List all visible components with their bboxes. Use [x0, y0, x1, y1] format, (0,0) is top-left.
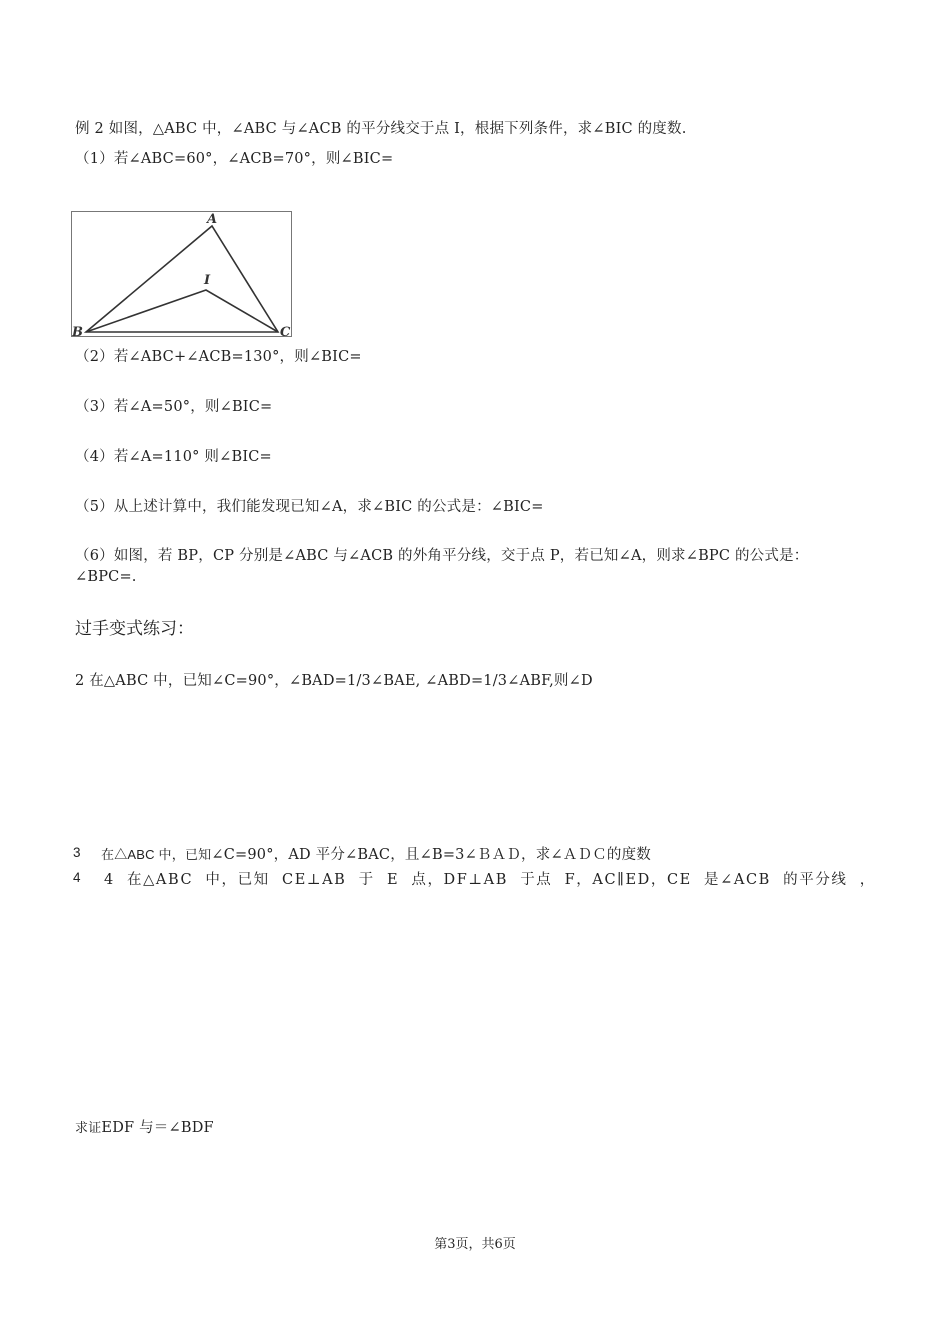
question-6-line1: （6）如图，若 BP，CP 分别是∠ABC 与∠ACB 的外角平分线，交于点 P，若已知∠A，则求∠BPC 的公式是：	[75, 548, 809, 564]
prove-text: EDF 与＝∠BDF	[101, 1120, 214, 1136]
practice-4-number: 4	[73, 870, 81, 885]
question-1: （1）若∠ABC=60°，∠ACB=70°，则∠BIC=	[75, 151, 394, 167]
question-3: （3）若∠A=50°，则∠BIC=	[75, 399, 273, 415]
question-6-line2: ∠BPC=.	[75, 569, 137, 585]
page-footer: 第3页，共6页	[434, 1237, 516, 1252]
triangle-diagram	[72, 212, 293, 338]
label-c: C	[280, 325, 291, 338]
question-4: （4）若∠A=110° 则∠BIC=	[75, 449, 272, 465]
practice-3	[101, 843, 651, 864]
label-i: I	[204, 273, 211, 288]
prove-line	[75, 1116, 214, 1137]
question-5: （5）从上述计算中，我们能发现已知∠A，求∠BIC 的公式是：∠BIC=	[75, 499, 544, 515]
practice-3-prefix: 在△ABC 中，已知	[101, 847, 212, 862]
practice-2: 2 在△ABC 中，已知∠C=90°，∠BAD=1/3∠BAE, ∠ABD=1/3∠ABF,则∠D	[75, 673, 593, 689]
label-a: A	[207, 212, 218, 227]
example2-title: 例 2 如图，△ABC 中，∠ABC 与∠ACB 的平分线交于点 I，根据下列条件，求∠BIC 的度数.	[75, 121, 687, 137]
practice-3-text: ∠C=90°，AD 平分∠BAC，且∠B=3∠ＢＡＤ，求∠ＡＤＣ的度数	[211, 847, 651, 863]
bisector-lines	[86, 290, 278, 332]
question-2: （2）若∠ABC+∠ACB=130°，则∠BIC=	[75, 349, 362, 365]
practice-3-number: 3	[73, 845, 81, 860]
practice-4: 4 在△ABC 中，已知 CE⊥AB 于 E 点，DF⊥AB 于点 F，AC∥ED，CE 是∠ACB 的平分线 ，	[104, 872, 876, 888]
triangle-figure	[71, 211, 292, 337]
label-b: B	[72, 325, 83, 338]
practice-heading: 过手变式练习：	[75, 619, 194, 639]
prove-prefix: 求证	[75, 1120, 102, 1135]
